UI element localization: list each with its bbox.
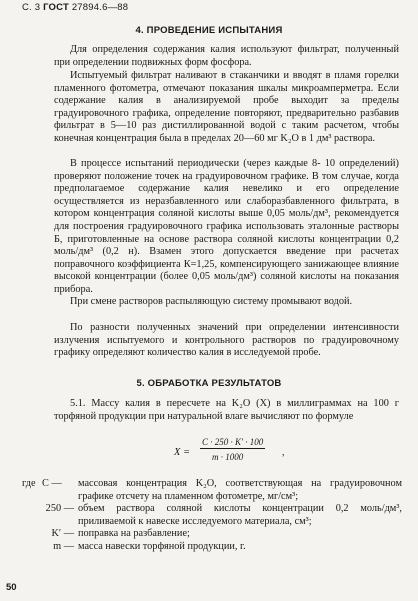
- formula-denominator: m · 1000: [212, 452, 244, 462]
- section-4-title: 4. ПРОВЕДЕНИЕ ИСПЫТАНИЯ: [135, 25, 283, 36]
- variable-definitions: [22, 478, 402, 554]
- page-label: С. 3: [22, 2, 41, 13]
- standard-number: 27894.6—88: [71, 2, 129, 13]
- definition-text: поправка на разбавление;: [78, 528, 190, 540]
- definition-row: [22, 541, 402, 554]
- mass-formula: [0, 437, 418, 471]
- definition-symbol: 250 —: [45, 503, 74, 515]
- section-4-paragraph-4: При смене растворов распыляющую систему промывают водой.: [70, 296, 353, 307]
- definition-row: [22, 503, 402, 528]
- definition-symbol: K′ —: [51, 528, 74, 540]
- formula-lhs: X =: [174, 447, 191, 458]
- definition-text: масса навески торфяной продукции, г.: [78, 540, 246, 552]
- definition-text: массовая концентрация K₂O, соответствующая на градуировочном графике отсчету на пламенном фотометре, мг/см³;: [78, 478, 402, 502]
- definition-row: [22, 478, 402, 503]
- definition-symbol: m —: [53, 540, 74, 552]
- section-5-intro: 5.1. Массу калия в пересчете на K₂O (X) в миллиграммах на 100 г торфяной продукции при натуральной влаге вычисляют по формуле: [54, 398, 399, 422]
- standard-name: ГОСТ: [43, 2, 69, 13]
- definition-symbol: C —: [42, 478, 62, 489]
- section-4-paragraph-5: По разности полученных значений при определении интенсивности излучения испытуемого и контрольного растворов по градуировочному графику определяют количество калия в исследуемой пробе.: [54, 322, 399, 359]
- formula-numerator: C · 250 · K′ · 100: [202, 437, 264, 447]
- section-4-paragraph-1: Для определения содержания калия используют фильтрат, полученный при определении подвижных форм фосфора.: [54, 44, 399, 68]
- definition-row: [22, 528, 402, 541]
- definition-prefix: где: [22, 478, 36, 489]
- section-5-title: 5. ОБРАБОТКА РЕЗУЛЬТАТОВ: [136, 378, 282, 389]
- formula-tail: ,: [282, 447, 285, 458]
- section-4-paragraph-2: Испытуемый фильтрат наливают в стаканчики и вводят в пламя горелки пламенного фотометра, отмечают показания шкалы микроамперметра. Если содержание калия в анализируемой пробе выходит за пределы градуировочного графика, определение повторяют, предварительно разбавив фильтрат в 5—10 раз дистиллированной водой с таким расчетом, чтобы конечная концентрация была в пределах 20—60 мг K₂O в 1 дм³ раствора.: [54, 70, 399, 144]
- section-4-paragraph-3: В процессе испытаний периодически (через каждые 8- 10 определений) проверяют положение точек на градуировочном графике. В том случае, когда предполагаемое содержание калия невелико и его определение осуществляется из неразбавленного или слаборазбавленного фильтрата, в котором концентрация соляной кислоты выше 0,05 моль/дм³, рекомендуется для построения градуировочного графика использовать эталонные растворы Б, приготовленные на основе раствора соляной кислоты концентрации 0,2 моль/дм³ (0,2 н). Взамен этого допускается введение при расчетах поправочного коэффициента К=1,25, компенсирующего занижающее влияние высокой концентрации (более 0,05 моль/дм³) соляной кислоты на показания прибора.: [54, 158, 399, 295]
- definition-text: объем раствора соляной кислоты концентрации 0,2 моль/дм³, приливаемой к навеске исследуемого материала, см³;: [78, 503, 402, 527]
- page-number: 50: [6, 582, 17, 593]
- page-header: [22, 2, 128, 13]
